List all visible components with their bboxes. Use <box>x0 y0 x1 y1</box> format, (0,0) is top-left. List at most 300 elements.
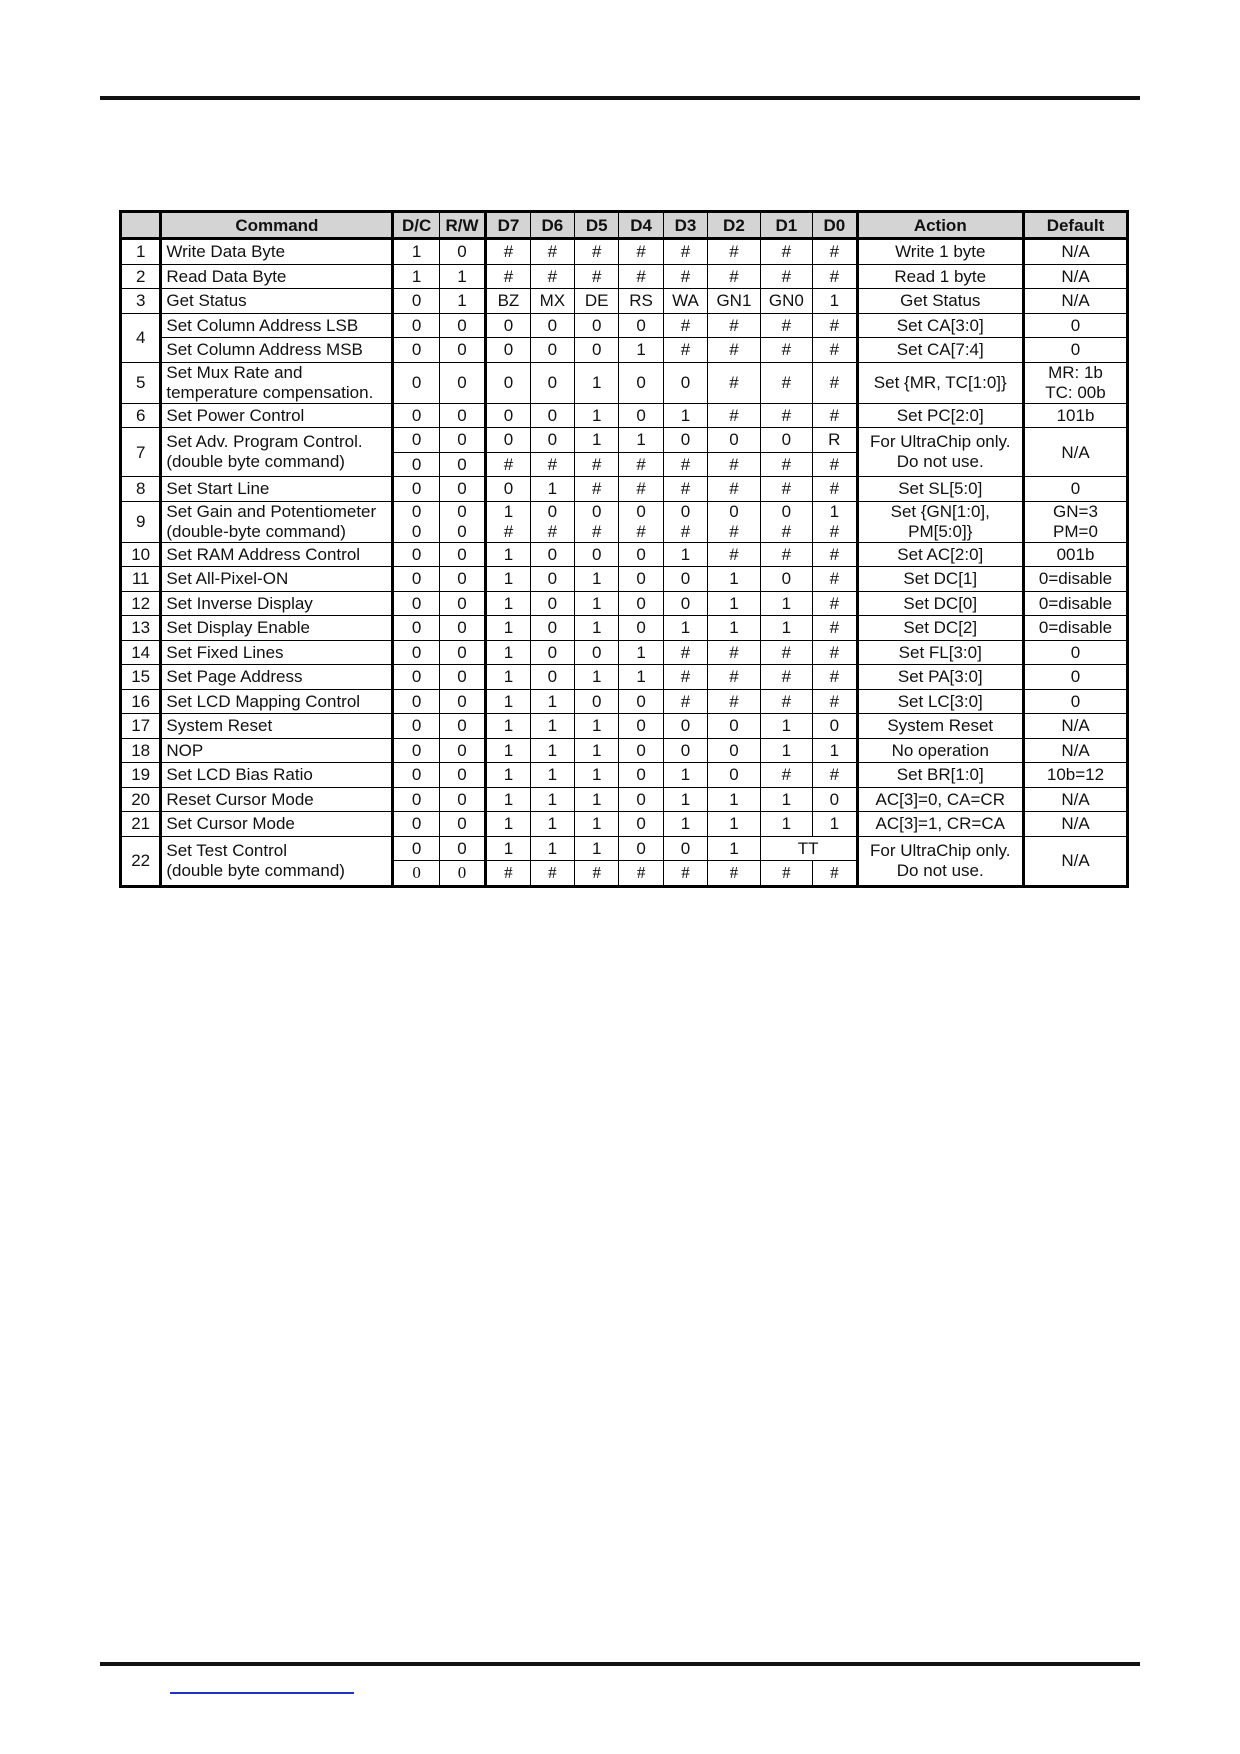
action-cell: Set DC[1] <box>857 567 1023 592</box>
bit-cell: 0 <box>708 714 760 739</box>
action-cell: System Reset <box>857 714 1023 739</box>
bit-cell: # <box>663 689 707 714</box>
row-number: 13 <box>121 616 161 641</box>
header-d1: D1 <box>760 212 812 239</box>
bit-cell: # <box>760 763 812 788</box>
row-number: 8 <box>121 477 161 502</box>
command-name: Set LCD Mapping Control <box>161 689 393 714</box>
bit-cell: 1 <box>486 616 530 641</box>
bit-cell: 0 <box>708 738 760 763</box>
bit-cell: 1 <box>708 591 760 616</box>
bit-cell: # <box>813 264 857 289</box>
bit-cell: 0 <box>393 616 439 641</box>
table-row <box>121 289 1128 314</box>
row-number: 22 <box>121 836 161 886</box>
bit-cell: # <box>813 665 857 690</box>
bit-cell: 0 <box>439 362 485 403</box>
bit-cell: # <box>813 591 857 616</box>
action-cell: Set FL[3:0] <box>857 640 1023 665</box>
table-row <box>121 616 1128 641</box>
bit-cell: # <box>619 861 663 887</box>
bit-cell: MX <box>530 289 574 314</box>
row-number: 21 <box>121 812 161 837</box>
bit-cell: # <box>760 452 812 477</box>
bit-cell: 0 <box>575 689 619 714</box>
bit-cell: 1 <box>619 428 663 453</box>
bit-cell: 0 <box>486 428 530 453</box>
bit-cell: 0 <box>619 763 663 788</box>
bit-cell: # <box>708 338 760 363</box>
bit-cell: # <box>575 264 619 289</box>
default-cell: N/A <box>1024 264 1128 289</box>
bit-cell: # <box>813 362 857 403</box>
default-cell: N/A <box>1024 836 1128 886</box>
bit-cell: 0 <box>619 738 663 763</box>
bit-cell: 0 <box>530 616 574 641</box>
command-name: Set Cursor Mode <box>161 812 393 837</box>
bit-cell: 1 <box>439 264 485 289</box>
bit-cell: 0 <box>575 338 619 363</box>
bit-cell: 0 <box>439 836 485 861</box>
bit-cell: 0 <box>530 403 574 428</box>
bit-cell: 1 <box>393 239 439 265</box>
footer-link[interactable] <box>170 1672 354 1694</box>
bit-cell: # <box>708 313 760 338</box>
bit-cell: # <box>813 403 857 428</box>
bit-cell: 0 <box>439 763 485 788</box>
header-d5: D5 <box>575 212 619 239</box>
bit-cell: # <box>619 264 663 289</box>
bit-cell: 0 <box>393 477 439 502</box>
bit-value: # <box>591 521 602 541</box>
table-row <box>121 591 1128 616</box>
bit-cell: GN0 <box>760 289 812 314</box>
bit-cell: 0 <box>663 714 707 739</box>
bit-value: 0 <box>781 501 792 521</box>
bit-cell: GN1 <box>708 289 760 314</box>
bit-cell: # <box>575 452 619 477</box>
default-cell: 001b <box>1024 542 1128 567</box>
bit-cell: 1 <box>708 787 760 812</box>
bit-cell: # <box>813 313 857 338</box>
bit-cell: # <box>619 477 663 502</box>
bit-cell-tt: TT <box>760 836 857 861</box>
default-cell: N/A <box>1024 239 1128 265</box>
action-cell: Read 1 byte <box>857 264 1023 289</box>
bit-cell: 1 <box>760 714 812 739</box>
bit-cell: # <box>813 338 857 363</box>
command-name <box>161 362 393 403</box>
bit-cell: 1 <box>486 787 530 812</box>
bit-cell: 0 <box>439 403 485 428</box>
row-number: 17 <box>121 714 161 739</box>
bit-cell: 0 <box>530 362 574 403</box>
bit-cell: 0 <box>393 787 439 812</box>
table-row <box>121 738 1128 763</box>
bit-cell <box>530 501 574 542</box>
default-cell: N/A <box>1024 714 1128 739</box>
bit-cell: # <box>760 689 812 714</box>
bit-cell: 0 <box>486 362 530 403</box>
table-row <box>121 714 1128 739</box>
command-name-line1: Set Test Control <box>166 840 287 860</box>
table-row <box>121 501 1128 542</box>
bit-cell: 1 <box>530 689 574 714</box>
header-d7: D7 <box>486 212 530 239</box>
default-line2: PM=0 <box>1053 521 1098 541</box>
bit-cell: 1 <box>486 812 530 837</box>
row-number: 20 <box>121 787 161 812</box>
action-cell: Set CA[3:0] <box>857 313 1023 338</box>
action-line2: Do not use. <box>896 452 984 471</box>
bit-cell: 0 <box>439 338 485 363</box>
bit-cell: # <box>663 338 707 363</box>
action-cell: AC[3]=1, CR=CA <box>857 812 1023 837</box>
bit-cell: 0 <box>393 591 439 616</box>
bit-cell <box>708 501 760 542</box>
command-name <box>161 428 393 477</box>
bit-cell: 0 <box>393 812 439 837</box>
bit-cell: # <box>486 239 530 265</box>
bit-cell: 0 <box>530 542 574 567</box>
row-number: 12 <box>121 591 161 616</box>
bit-cell: # <box>708 861 760 887</box>
default-cell: 0 <box>1024 689 1128 714</box>
table-row <box>121 428 1128 453</box>
bit-cell: 1 <box>708 567 760 592</box>
bit-cell: 1 <box>575 812 619 837</box>
bit-cell: # <box>760 362 812 403</box>
bit-cell: 1 <box>530 836 574 861</box>
default-cell <box>1024 501 1128 542</box>
action-cell: Set AC[2:0] <box>857 542 1023 567</box>
table-row <box>121 640 1128 665</box>
bit-cell: # <box>486 264 530 289</box>
bit-cell: 0 <box>439 542 485 567</box>
bit-cell: 0 <box>619 542 663 567</box>
bit-cell: # <box>708 362 760 403</box>
bit-cell: 0 <box>393 640 439 665</box>
bit-cell: 1 <box>575 836 619 861</box>
bit-cell: 0 <box>619 616 663 641</box>
bit-cell: 1 <box>663 542 707 567</box>
bit-cell: 0 <box>663 591 707 616</box>
bit-cell: 0 <box>393 313 439 338</box>
bit-cell <box>760 501 812 542</box>
bit-cell: 1 <box>486 640 530 665</box>
bit-cell: 0 <box>663 567 707 592</box>
table-row <box>121 836 1128 861</box>
table-row <box>121 763 1128 788</box>
table-row <box>121 812 1128 837</box>
command-name-line2: (double byte command) <box>166 452 345 471</box>
row-number: 14 <box>121 640 161 665</box>
header-num <box>121 212 161 239</box>
bit-value: # <box>781 521 792 541</box>
default-line1: GN=3 <box>1053 501 1098 521</box>
default-cell: N/A <box>1024 787 1128 812</box>
bit-value: 0 <box>680 501 691 521</box>
action-cell: Set DC[0] <box>857 591 1023 616</box>
bit-cell: # <box>708 477 760 502</box>
bit-cell: 0 <box>813 787 857 812</box>
bit-cell: 0 <box>760 428 812 453</box>
default-cell: N/A <box>1024 812 1128 837</box>
bit-cell: 1 <box>530 812 574 837</box>
default-cell: 0 <box>1024 313 1128 338</box>
bit-cell: 1 <box>813 812 857 837</box>
bit-cell: # <box>530 861 574 887</box>
bit-cell: 1 <box>663 787 707 812</box>
action-cell: No operation <box>857 738 1023 763</box>
bit-cell: 0 <box>393 428 439 453</box>
bit-cell: 0 <box>530 428 574 453</box>
table-row <box>121 362 1128 403</box>
row-number: 16 <box>121 689 161 714</box>
command-name <box>161 501 393 542</box>
default-cell: 0=disable <box>1024 567 1128 592</box>
bit-cell: 0 <box>619 567 663 592</box>
command-name: Set Fixed Lines <box>161 640 393 665</box>
bit-cell: 1 <box>486 542 530 567</box>
bit-cell: 0 <box>619 403 663 428</box>
bit-cell: # <box>663 861 707 887</box>
bit-cell: # <box>575 239 619 265</box>
bit-value: 0 <box>591 501 602 521</box>
bit-cell: 0 <box>439 428 485 453</box>
bit-cell: 1 <box>575 403 619 428</box>
command-table <box>119 210 1129 888</box>
row-number: 5 <box>121 362 161 403</box>
bit-value: 0 <box>457 501 467 521</box>
command-name: Get Status <box>161 289 393 314</box>
bit-cell: # <box>708 640 760 665</box>
bit-cell <box>813 501 857 542</box>
bit-cell: 0 <box>619 812 663 837</box>
bit-cell: 1 <box>575 428 619 453</box>
bit-cell: # <box>813 477 857 502</box>
bit-cell: WA <box>663 289 707 314</box>
bit-cell: 0 <box>439 591 485 616</box>
bit-cell: # <box>575 861 619 887</box>
bit-cell: # <box>708 239 760 265</box>
bit-cell: # <box>619 452 663 477</box>
bit-cell: 0 <box>439 640 485 665</box>
table-header-row <box>121 212 1128 239</box>
default-cell: 10b=12 <box>1024 763 1128 788</box>
row-number: 2 <box>121 264 161 289</box>
command-name: Reset Cursor Mode <box>161 787 393 812</box>
bit-cell: 1 <box>575 591 619 616</box>
bit-cell: # <box>708 542 760 567</box>
bit-cell: 1 <box>708 812 760 837</box>
table-row <box>121 264 1128 289</box>
bit-cell: # <box>708 689 760 714</box>
default-cell: 0 <box>1024 338 1128 363</box>
action-cell: Write 1 byte <box>857 239 1023 265</box>
bit-cell: 1 <box>575 665 619 690</box>
bit-cell: # <box>663 239 707 265</box>
table-row <box>121 403 1128 428</box>
bit-cell: 0 <box>486 313 530 338</box>
bit-cell: # <box>813 861 857 887</box>
row-number: 9 <box>121 501 161 542</box>
header-d0: D0 <box>813 212 857 239</box>
bit-value: # <box>829 521 840 541</box>
bit-cell: 1 <box>530 714 574 739</box>
bit-cell: 0 <box>486 477 530 502</box>
bit-cell: 0 <box>393 542 439 567</box>
row-number: 6 <box>121 403 161 428</box>
bit-cell: 0 <box>439 239 485 265</box>
bit-cell: 0 <box>530 338 574 363</box>
bit-cell: 0 <box>393 567 439 592</box>
bit-cell: 1 <box>486 591 530 616</box>
bit-cell: # <box>813 567 857 592</box>
default-cell: N/A <box>1024 428 1128 477</box>
bit-cell: # <box>813 542 857 567</box>
bit-cell: 0 <box>439 812 485 837</box>
command-name: Set LCD Bias Ratio <box>161 763 393 788</box>
bit-cell <box>619 501 663 542</box>
row-number: 1 <box>121 239 161 265</box>
header-action: Action <box>857 212 1023 239</box>
bit-cell: 0 <box>575 640 619 665</box>
row-number: 3 <box>121 289 161 314</box>
default-cell: N/A <box>1024 738 1128 763</box>
action-line1: For UltraChip only. <box>870 840 1011 860</box>
default-cell: 0 <box>1024 640 1128 665</box>
bit-cell: # <box>760 338 812 363</box>
header-d3: D3 <box>663 212 707 239</box>
bit-cell: 0 <box>619 787 663 812</box>
action-cell: Set {MR, TC[1:0]} <box>857 362 1023 403</box>
bit-cell: 0 <box>486 338 530 363</box>
bit-cell: 0 <box>619 689 663 714</box>
bit-cell: 1 <box>530 738 574 763</box>
bit-cell: 0 <box>439 714 485 739</box>
footer-rule <box>100 1662 1140 1666</box>
table-row <box>121 665 1128 690</box>
action-cell: Set LC[3:0] <box>857 689 1023 714</box>
bit-cell: 0 <box>439 477 485 502</box>
bit-cell: 1 <box>575 362 619 403</box>
bit-cell: 0 <box>439 452 485 477</box>
bit-cell: # <box>813 763 857 788</box>
bit-cell: 0 <box>813 714 857 739</box>
default-line1: MR: 1b <box>1048 362 1103 382</box>
table-row <box>121 338 1128 363</box>
row-number: 19 <box>121 763 161 788</box>
bit-cell: # <box>813 452 857 477</box>
command-name-line2: temperature compensation. <box>166 382 374 402</box>
bit-cell: 0 <box>708 763 760 788</box>
bit-cell: 0 <box>393 861 439 887</box>
bit-cell: # <box>760 665 812 690</box>
command-name-line2: (double-byte command) <box>166 521 346 541</box>
bit-cell: 0 <box>619 313 663 338</box>
bit-cell: # <box>708 452 760 477</box>
default-cell <box>1024 362 1128 403</box>
bit-cell: 0 <box>439 313 485 338</box>
bit-cell: 1 <box>619 665 663 690</box>
command-name: Write Data Byte <box>161 239 393 265</box>
action-cell: Get Status <box>857 289 1023 314</box>
header-dc: D/C <box>393 212 439 239</box>
action-cell: Set PA[3:0] <box>857 665 1023 690</box>
action-cell: Set PC[2:0] <box>857 403 1023 428</box>
bit-cell: 1 <box>760 616 812 641</box>
action-cell <box>857 428 1023 477</box>
table-row <box>121 689 1128 714</box>
bit-cell: # <box>708 403 760 428</box>
row-number: 10 <box>121 542 161 567</box>
bit-value: # <box>547 521 558 541</box>
bit-cell: 0 <box>708 428 760 453</box>
bit-cell: 1 <box>439 289 485 314</box>
bit-cell: # <box>663 313 707 338</box>
bit-cell: 0 <box>439 616 485 641</box>
row-number: 11 <box>121 567 161 592</box>
bit-cell: R <box>813 428 857 453</box>
bit-cell: 1 <box>813 289 857 314</box>
bit-cell: 1 <box>486 763 530 788</box>
row-number: 15 <box>121 665 161 690</box>
action-line1: For UltraChip only. <box>870 432 1011 451</box>
header-d4: D4 <box>619 212 663 239</box>
row-number: 18 <box>121 738 161 763</box>
header-rw: R/W <box>439 212 485 239</box>
command-name: Set Display Enable <box>161 616 393 641</box>
bit-cell: 0 <box>530 665 574 690</box>
bit-cell: 0 <box>575 313 619 338</box>
bit-cell: 0 <box>486 403 530 428</box>
bit-value: # <box>636 521 646 541</box>
command-name-line1: Set Gain and Potentiometer <box>166 501 377 521</box>
bit-cell: 1 <box>530 477 574 502</box>
command-name: Set All-Pixel-ON <box>161 567 393 592</box>
bit-cell: 0 <box>760 567 812 592</box>
bit-cell: 0 <box>439 567 485 592</box>
bit-cell: # <box>813 239 857 265</box>
command-name-line1: Set Adv. Program Control. <box>166 432 363 451</box>
bit-cell: 0 <box>393 738 439 763</box>
bit-cell: 0 <box>439 787 485 812</box>
bit-cell: 1 <box>760 787 812 812</box>
bit-cell <box>393 501 439 542</box>
bit-cell: 0 <box>393 763 439 788</box>
action-line2: Do not use. <box>896 860 984 880</box>
bit-cell: DE <box>575 289 619 314</box>
bit-cell: 0 <box>393 836 439 861</box>
bit-value: 0 <box>729 501 739 521</box>
bit-cell: 0 <box>439 665 485 690</box>
bit-cell: 0 <box>393 665 439 690</box>
command-name: Set Page Address <box>161 665 393 690</box>
bit-value: 0 <box>636 501 646 521</box>
bit-value: # <box>680 521 691 541</box>
bit-value: # <box>503 521 514 541</box>
bit-cell: # <box>760 861 812 887</box>
bit-value: 0 <box>411 521 422 541</box>
bit-cell: # <box>760 640 812 665</box>
bit-cell: 0 <box>530 640 574 665</box>
bit-cell: 0 <box>530 567 574 592</box>
bit-cell: 1 <box>486 567 530 592</box>
bit-cell: # <box>663 477 707 502</box>
bit-cell: # <box>486 861 530 887</box>
bit-cell: 1 <box>663 403 707 428</box>
